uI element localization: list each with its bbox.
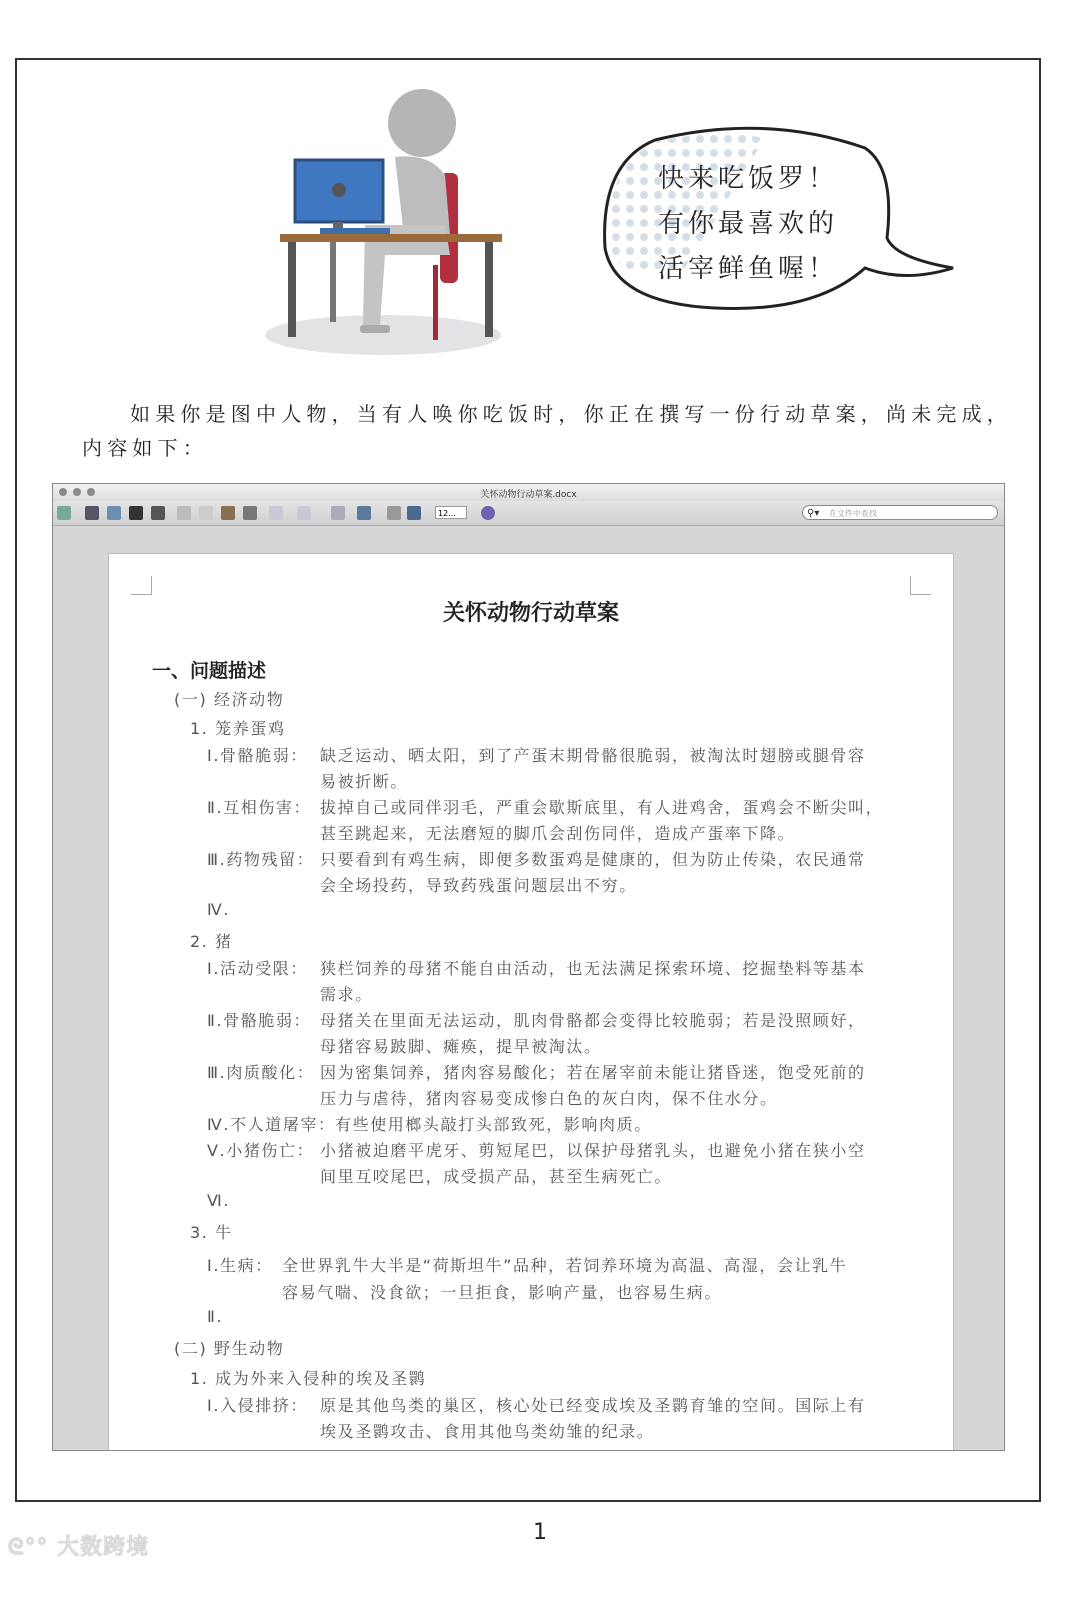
bubble-line-2: 有你最喜欢的 bbox=[658, 209, 839, 239]
person-at-computer-illustration bbox=[255, 85, 515, 360]
media-icon[interactable] bbox=[407, 506, 421, 520]
item-label: Ⅵ. bbox=[207, 1191, 231, 1210]
subsection-line: 1. 笼养蛋鸡 bbox=[190, 719, 286, 738]
item-text-line: 有些使用榔头敲打头部致死，影响肉质。 bbox=[335, 1115, 652, 1134]
search-icon: ⚲▾ bbox=[807, 508, 820, 519]
bubble-line-1: 快来吃饭罗！ bbox=[658, 164, 839, 194]
save-icon[interactable] bbox=[129, 506, 143, 520]
item-label: Ⅲ.肉质酸化： bbox=[207, 1063, 315, 1082]
item-text-line: 甚至跳起来，无法磨短的脚爪会刮伤同伴，造成产蛋率下降。 bbox=[320, 824, 796, 843]
watermark-logo: ᘓ°° 大数跨境 bbox=[8, 1535, 150, 1560]
item-label: Ⅰ.活动受限： bbox=[207, 959, 309, 978]
new-document-icon[interactable] bbox=[57, 506, 71, 520]
subsection-line: 3. 牛 bbox=[190, 1223, 233, 1242]
item-label: Ⅰ.骨骼脆弱： bbox=[207, 746, 309, 765]
item-text-line: 需求。 bbox=[320, 985, 373, 1004]
undo-icon[interactable] bbox=[269, 506, 283, 520]
item-label: Ⅰ.入侵排挤： bbox=[207, 1396, 309, 1415]
item-text-line: 易被折断。 bbox=[320, 772, 409, 791]
toolbar bbox=[53, 501, 1004, 526]
item-text-line: 母猪关在里面无法运动，肌肉骨骼都会变得比较脆弱；若是没照顾好， bbox=[320, 1011, 866, 1030]
item-text-line: 埃及圣鹮攻击、食用其他鸟类幼雏的纪录。 bbox=[320, 1422, 655, 1441]
item-text-line: 全世界乳牛大半是“荷斯坦牛”品种，若饲养环境为高温、高湿，会让乳牛 bbox=[282, 1256, 848, 1275]
item-text-line: 原是其他鸟类的巢区，核心处已经变成埃及圣鹮育雏的空间。国际上有 bbox=[320, 1396, 866, 1415]
item-label: Ⅱ.骨骼脆弱： bbox=[207, 1011, 312, 1030]
item-label: Ⅴ.小猪伤亡： bbox=[207, 1141, 315, 1160]
paste-icon[interactable] bbox=[221, 506, 235, 520]
subsection-line: 1. 成为外来入侵种的埃及圣鹮 bbox=[190, 1369, 427, 1388]
item-label: Ⅰ.生病： bbox=[207, 1256, 273, 1275]
title-bar bbox=[53, 484, 1004, 501]
item-text-line: 会全场投药，导致药残蛋问题层出不穷。 bbox=[320, 876, 637, 895]
format-painter-icon[interactable] bbox=[243, 506, 257, 520]
item-text-line: 只要看到有鸡生病，即便多数蛋鸡是健康的，但为防止传染，农民通常 bbox=[320, 850, 866, 869]
cut-icon[interactable] bbox=[177, 506, 191, 520]
print-icon[interactable] bbox=[151, 506, 165, 520]
item-label: Ⅱ.互相伤害： bbox=[207, 798, 312, 817]
view-icon[interactable] bbox=[387, 506, 401, 520]
search-input[interactable] bbox=[802, 505, 998, 520]
zoom-select[interactable]: 12... bbox=[435, 506, 467, 519]
redo-icon[interactable] bbox=[297, 506, 311, 520]
item-text-line: 拔掉自己或同伴羽毛，严重会歇斯底里，有人进鸡舍，蛋鸡会不断尖叫， bbox=[320, 798, 884, 817]
templates-icon[interactable] bbox=[85, 506, 99, 520]
word-processor-window bbox=[52, 483, 1005, 1451]
item-text-line: 狭栏饲养的母猪不能自由活动，也无法满足探索环境、挖掘垫料等基本 bbox=[320, 959, 866, 978]
document-page[interactable] bbox=[108, 553, 954, 1451]
item-label: Ⅱ. bbox=[207, 1307, 224, 1326]
item-text-line: 小猪被迫磨平虎牙、剪短尾巴，以保护母猪乳头，也避免小猪在狭小空 bbox=[320, 1141, 866, 1160]
item-label: Ⅳ. bbox=[207, 900, 231, 919]
item-label: Ⅲ.药物残留： bbox=[207, 850, 315, 869]
bubble-line-3: 活宰鲜鱼喔！ bbox=[658, 254, 839, 284]
section-line: (一) 经济动物 bbox=[174, 690, 285, 709]
item-text-line: 缺乏运动、晒太阳，到了产蛋末期骨骼很脆弱，被淘汰时翅膀或腿骨容 bbox=[320, 746, 866, 765]
item-text-line: 间里互咬尾巴，成受损产品，甚至生病死亡。 bbox=[320, 1167, 673, 1186]
open-icon[interactable] bbox=[107, 506, 121, 520]
item-text-line: 因为密集饲养，猪肉容易酸化；若在屠宰前未能让猪昏迷，饱受死前的 bbox=[320, 1063, 866, 1082]
section-line: (二) 野生动物 bbox=[174, 1339, 285, 1358]
margin-mark bbox=[131, 576, 152, 595]
section-heading: 一、问题描述 bbox=[152, 660, 267, 682]
search-placeholder: 在文件中查找 bbox=[829, 509, 877, 518]
item-text-line: 母猪容易跛脚、瘫痪，提早被淘汰。 bbox=[320, 1037, 602, 1056]
intro-line-2: 内容如下： bbox=[82, 436, 208, 460]
document-title: 关怀动物行动草案 bbox=[442, 601, 619, 626]
help-icon[interactable] bbox=[481, 506, 495, 520]
sort-icon[interactable] bbox=[331, 506, 345, 520]
item-text-line: 压力与虐待，猪肉容易变成惨白色的灰白肉，保不住水分。 bbox=[320, 1089, 778, 1108]
copy-icon[interactable] bbox=[199, 506, 213, 520]
sidebar-icon[interactable] bbox=[357, 506, 371, 520]
margin-mark bbox=[910, 576, 931, 595]
item-text-line: 容易气喘、没食欲；一旦拒食，影响产量，也容易生病。 bbox=[282, 1283, 723, 1302]
item-label: Ⅳ.不人道屠宰： bbox=[207, 1115, 336, 1134]
subsection-line: 2. 猪 bbox=[190, 932, 233, 951]
window-title: 关怀动物行动草案.docx bbox=[480, 490, 577, 500]
page-number: 1 bbox=[533, 1520, 547, 1545]
intro-line-1: 如果你是图中人物，当有人唤你吃饭时，你正在撰写一份行动草案，尚未完成， bbox=[130, 402, 1012, 426]
